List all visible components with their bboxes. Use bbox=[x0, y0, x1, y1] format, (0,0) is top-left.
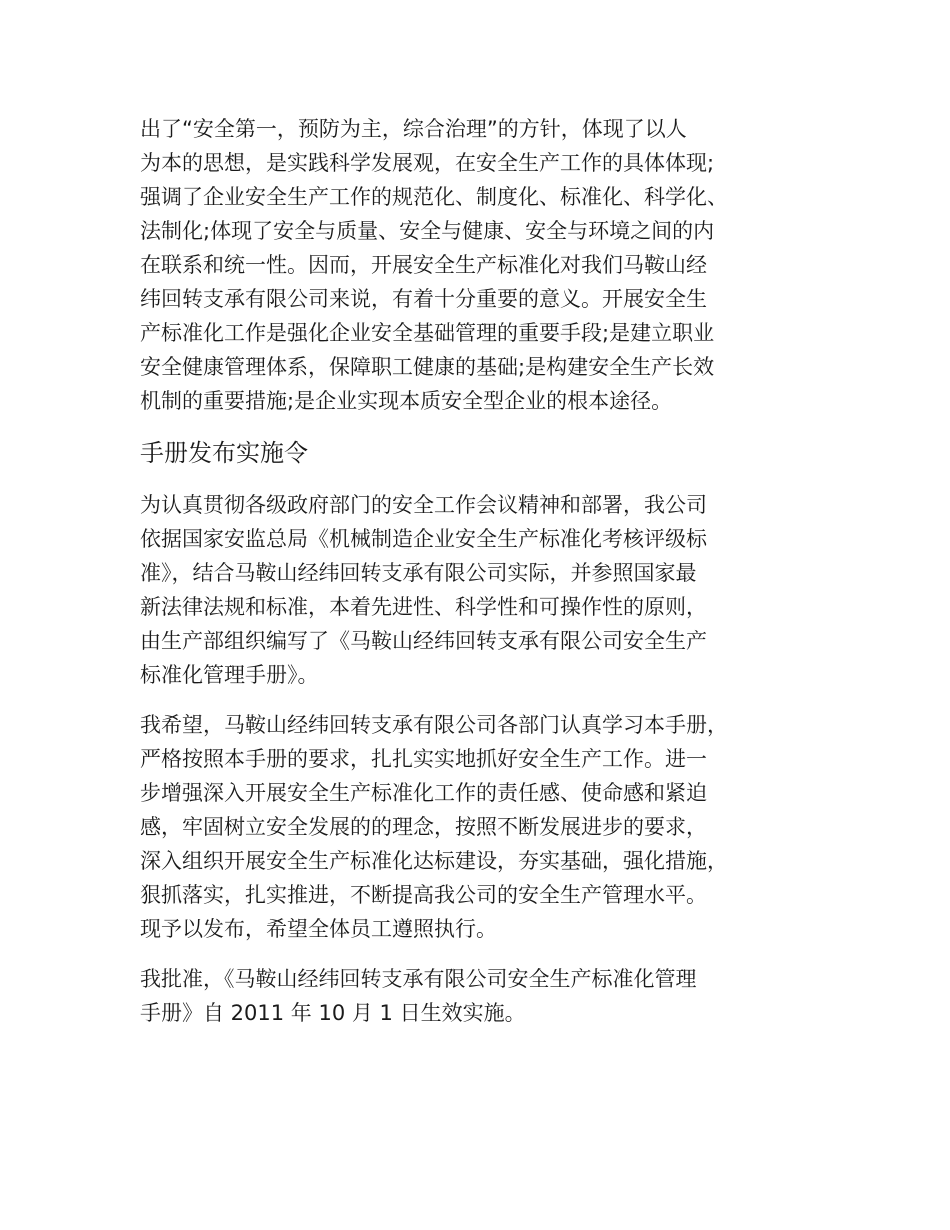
text-line: 出了“安全第一，预防为主，综合治理”的方针，体现了以人 bbox=[140, 117, 687, 141]
text-line: 现予以发布，希望全体员工遵照执行。 bbox=[140, 917, 497, 941]
text-line: 强调了企业安全生产工作的规范化、制度化、标准化、科学化、 bbox=[140, 185, 728, 209]
decree-paragraph-1 bbox=[140, 488, 820, 692]
text-line: 纬回转支承有限公司来说，有着十分重要的意义。开展安全生 bbox=[140, 287, 707, 311]
text-line: 依据国家安监总局《机械制造企业安全生产标准化考核评级标 bbox=[140, 527, 707, 551]
text-line: 我批准，《马鞍山经纬回转支承有限公司安全生产标准化管理 bbox=[140, 967, 697, 991]
text-line: 机制的重要措施;是企业实现本质安全型企业的根本途径。 bbox=[140, 389, 673, 413]
text-line: 新法律法规和标准，本着先进性、科学性和可操作性的原则， bbox=[140, 595, 707, 619]
text-line: 深入组织开展安全生产标准化达标建设，夯实基础，强化措施， bbox=[140, 849, 728, 873]
text-line: 手册》自 2011 年 10 月 1 日生效实施。 bbox=[140, 1001, 526, 1025]
text-line: 感，牢固树立安全发展的的理念，按照不断发展进步的要求， bbox=[140, 815, 707, 839]
text-line: 法制化;体现了安全与质量、安全与健康、安全与环境之间的内 bbox=[140, 219, 715, 243]
text-line: 我希望，马鞍山经纬回转支承有限公司各部门认真学习本手册， bbox=[140, 713, 728, 737]
text-line: 准》，结合马鞍山经纬回转支承有限公司实际，并参照国家最 bbox=[140, 561, 697, 585]
text-line: 安全健康管理体系，保障职工健康的基础;是构建安全生产长效 bbox=[140, 355, 715, 379]
document-page bbox=[140, 112, 820, 1030]
text-line: 步增强深入开展安全生产标准化工作的责任感、使命感和紧迫 bbox=[140, 781, 707, 805]
section-heading: 手册发布实施令 bbox=[140, 439, 308, 467]
text-line: 严格按照本手册的要求，扎扎实实地抓好安全生产工作。进一 bbox=[140, 747, 707, 771]
decree-paragraph-2 bbox=[140, 708, 820, 946]
decree-paragraph-3 bbox=[140, 962, 820, 1030]
text-line: 标准化管理手册》。 bbox=[140, 663, 319, 687]
spacer bbox=[140, 470, 820, 488]
text-line: 为本的思想，是实践科学发展观，在安全生产工作的具体体现; bbox=[140, 151, 715, 175]
text-line: 狠抓落实，扎实推进，不断提高我公司的安全生产管理水平。 bbox=[140, 883, 707, 907]
text-line: 由生产部组织编写了《马鞍山经纬回转支承有限公司安全生产 bbox=[140, 629, 707, 653]
text-line: 在联系和统一性。因而，开展安全生产标准化对我们马鞍山经 bbox=[140, 253, 707, 277]
intro-paragraph bbox=[140, 112, 820, 418]
text-line: 为认真贯彻各级政府部门的安全工作会议精神和部署，我公司 bbox=[140, 493, 707, 517]
spacer bbox=[140, 692, 820, 708]
spacer bbox=[140, 946, 820, 962]
text-line: 产标准化工作是强化企业安全基础管理的重要手段;是建立职业 bbox=[140, 321, 715, 345]
spacer bbox=[140, 418, 820, 436]
